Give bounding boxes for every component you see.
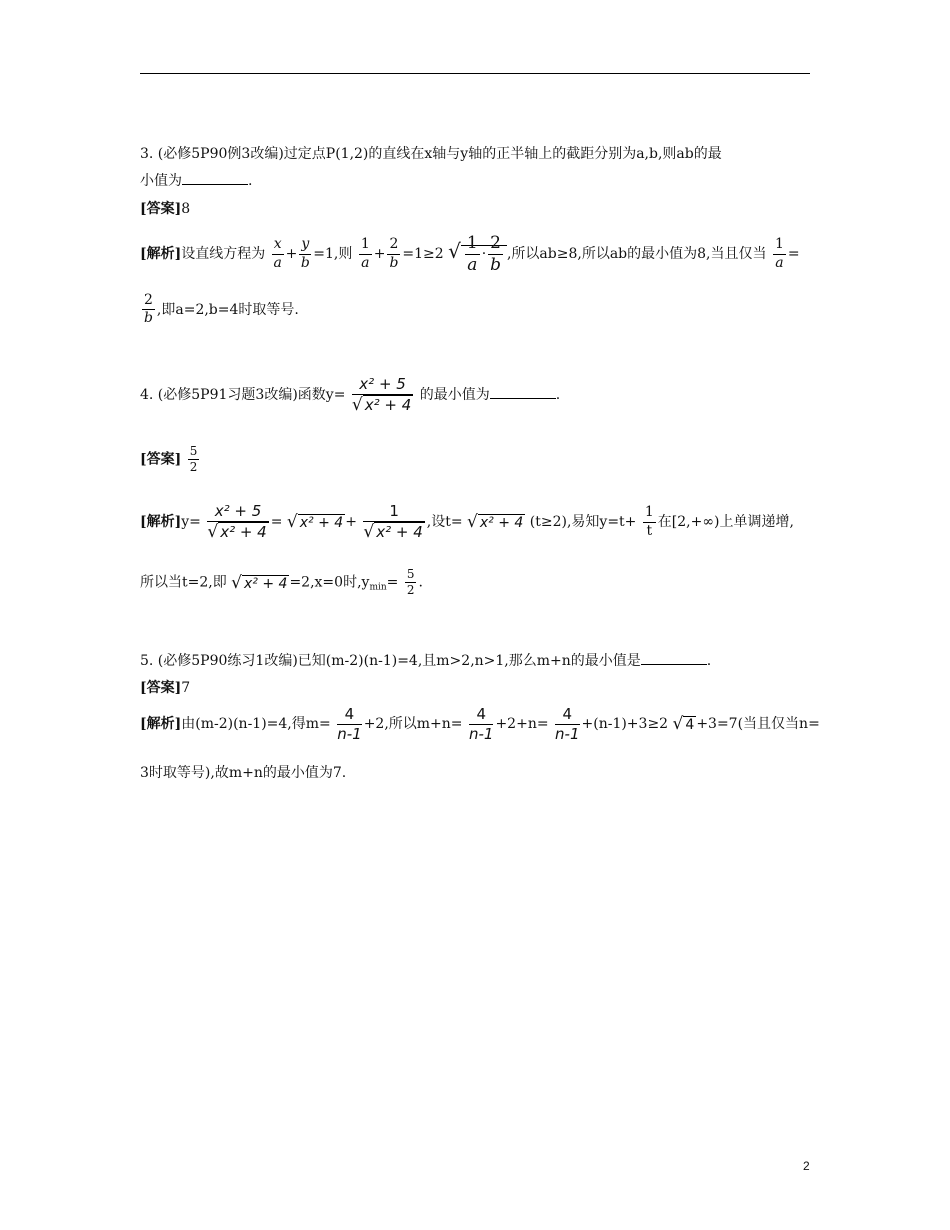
sqrt-product: √ $\frac{1}{a}$ · $\frac{2}{b}$ xyxy=(448,234,507,274)
answer-blank[interactable] xyxy=(641,652,707,665)
fraction-4-over-n-1-2: $\frac{4}{n-1}$ xyxy=(468,705,494,743)
sqrt-x2p4-3: √ x² + 4 xyxy=(231,572,288,593)
problem-4-analysis-cont: 所以当t=2,即 √ x² + 4 =2,x=0时$,y_{min}=$ $\frac{5}{2}$ . xyxy=(140,567,423,598)
problem-5-analysis: [解析]由(m-2)(n-1)=4,得m= $\frac{4}{n-1}$ +2,所以m+n= $\frac{4}{n-1}$ +2+n= $\frac{4}{n-1}$ +(n-1)+3≥2 √ 4 +3=7(当且仅当n= xyxy=(140,705,820,743)
problem-4-question: 4. (必修5P91习题3改编)函数y= $\frac{\text{x² + 5}}{\text{√ x² + 4}}$ 的最小值为 . xyxy=(140,375,561,415)
answer-blank[interactable] xyxy=(490,386,556,399)
problem-3-analysis-cont: $\frac{2}{b}$ ,即a=2,b=4时取等号. xyxy=(143,292,299,327)
sqrt-x2p4-2: √ x² + 4 xyxy=(467,512,524,533)
problem-5-answer: [答案]7 xyxy=(140,680,191,696)
fraction-x-over-a: $\frac{x}{a}$ xyxy=(273,236,282,271)
problem-5-question: 5. (必修5P90练习1改编)已知(m-2)(n-1)=4,且m>2,n>1,那么m+n的最小值是 . xyxy=(140,653,712,669)
problem-4-analysis: [解析]y= $\frac{\text{x² + 5}}{\text{√ x² + 4}}$ = √ x² + 4 + $\frac{1}{\text{√ x² + 4}}$ ,设t= √ x² + 4 (t≥2),易知y=t+ $\frac{1}{t}$ 在[2,+∞)上单调递增, xyxy=(140,502,794,542)
fraction-y-over-b: $\frac{y}{b}$ xyxy=(300,236,310,271)
fraction-1-over-a-2: $\frac{1}{a}$ xyxy=(774,236,784,271)
fraction-1-over-sqrt: $\frac{1}{\text{√ x² + 4}}$ xyxy=(363,502,423,542)
sqrt-4: √ 4 xyxy=(672,714,695,734)
header-rule xyxy=(140,73,810,74)
problem-3-answer: [答案]8 xyxy=(140,201,191,217)
fraction-1-over-t: $\frac{1}{t}$ xyxy=(644,504,654,539)
problem-3-question: 3. (必修5P90例3改编)过定点P(1,2)的直线在x轴与y轴的正半轴上的截距分别为a,b,则ab的最 xyxy=(140,146,722,162)
fraction-2-over-b: $\frac{2}{b}$ xyxy=(389,236,399,271)
page-number: 2 xyxy=(803,1159,810,1173)
fraction-function: $\frac{\text{x² + 5}}{\text{√ x² + 4}}$ xyxy=(351,375,412,415)
sqrt-x2p4: √ x² + 4 xyxy=(286,512,344,533)
fraction-2-over-b-2: $\frac{2}{b}$ xyxy=(143,292,153,327)
problem-3-question-cont: 小值为 . xyxy=(140,173,253,189)
fraction-function-2: $\frac{\text{x² + 5}}{\text{√ x² + 4}}$ xyxy=(207,502,267,542)
answer-blank[interactable] xyxy=(182,172,248,185)
problem-4-answer: [答案] $\frac{5}{2}$ xyxy=(140,444,198,475)
answer-fraction-5-over-2: $\frac{5}{2}$ xyxy=(189,444,198,475)
problem-3-analysis: [解析]设直线方程为 $\frac{x}{a}$ + $\frac{y}{b}$ =1,则 $\frac{1}{a}$ + $\frac{2}{b}$ =1≥2 √ $\frac{1}{a}$ · $\frac{2}{b}$ ,所以ab≥8,所以ab的最小值为8,当且仅当 $\frac{1}{a}$ = xyxy=(140,233,800,275)
fraction-4-over-n-1-3: $\frac{4}{n-1}$ xyxy=(555,705,580,743)
fraction-1-over-a: $\frac{1}{a}$ xyxy=(360,236,370,271)
fraction-4-over-n-1: $\frac{4}{n-1}$ xyxy=(337,705,362,743)
problem-5-analysis-cont: 3时取等号),故m+n的最小值为7. xyxy=(140,765,347,781)
fraction-5-over-2: $\frac{5}{2}$ xyxy=(406,567,415,598)
